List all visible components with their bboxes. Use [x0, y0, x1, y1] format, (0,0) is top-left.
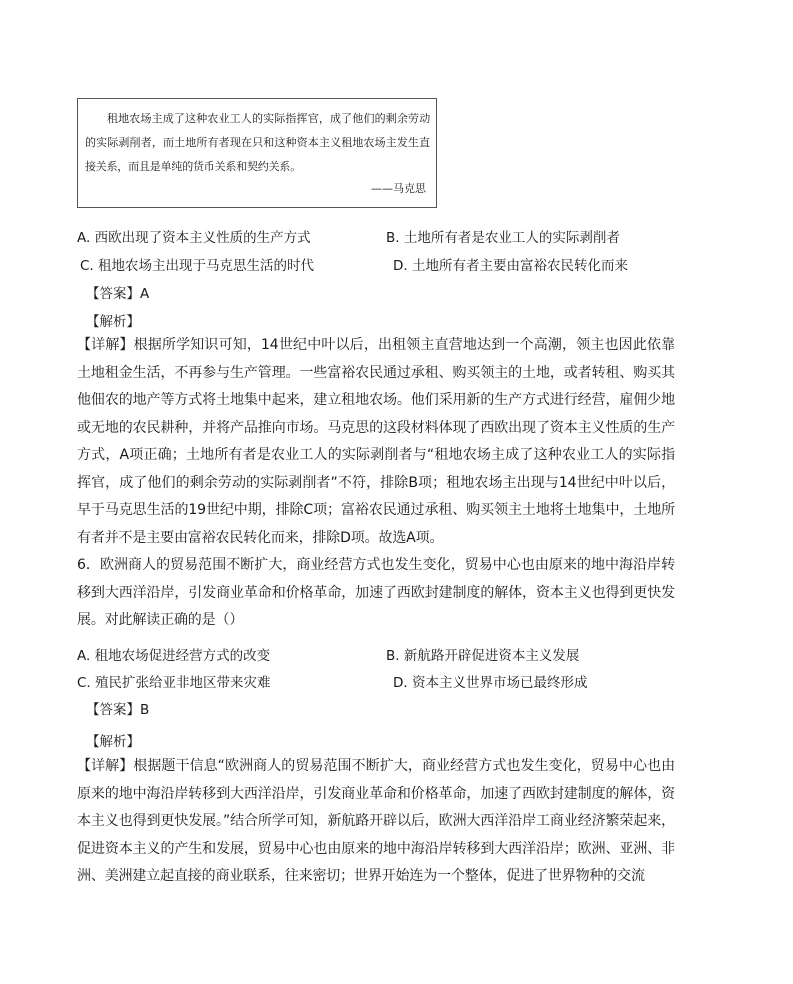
q6-stem: 6．欧洲商人的贸易范围不断扩大，商业经营方式也发生变化，贸易中心也由原来的地中海沿岸转移到大西洋沿岸，引发商业革命和价格革命，加速了西欧封建制度的解体，资本主义也得到更快发展。对此解读正确的是（） — [77, 557, 675, 628]
q6-option-a: A. 租地农场促进经营方式的改变 — [77, 648, 271, 664]
q5-option-a: A. 西欧出现了资本主义性质的生产方式 — [77, 230, 311, 246]
q6-option-b: B. 新航路开辟促进资本主义发展 — [386, 648, 580, 664]
q5-option-c: C. 租地农场主出现于马克思生活的时代 — [80, 258, 315, 274]
q6-answer: 【答案】B — [86, 702, 150, 718]
q5-answer: 【答案】A — [86, 286, 150, 302]
quote-text: 租地农场主成了这种农业工人的实际指挥官，成了他们的剩余劳动的实际剥削者，而土地所有者现在只和这种资本主义租地农场主发生直接关系，而且是单纯的货币关系和契约关系。 — [85, 112, 430, 173]
quote-box — [77, 98, 437, 208]
q6-option-c: C. 殖民扩张给亚非地区带来灾难 — [77, 675, 271, 691]
q6-analysis-label: 【解析】 — [86, 734, 140, 750]
quote-source: ——马克思 — [371, 182, 426, 195]
q5-detail: 【详解】根据所学知识可知，14世纪中叶以后，出租领主直营地达到一个高潮，领主也因此依靠土地租金生活，不再参与生产管理。一些富裕农民通过承租、购买领主的土地，或者转租、购买其他佃农的地产等方式将土地集中起来，建立租地农场。他们采用新的生产方式进行经营，雇佣少地或无地的农民耕种，并将产品推向市场。马克思的这段材料体现了西欧出现了资本主义性质的生产方式，A项正确；土地所有者是农业工人的实际剥削者与“租地农场主成了这种农业工人的实际指挥官，成了他们的剩余劳动的实际剥削者”不符，排除B项；租地农场主出现与14世纪中叶以后，早于马克思生活的19世纪中期，排除C项；富裕农民通过承租、购买领主土地将土地集中，土地所有者并不是主要由富裕农民转化而来，排除D项。故选A项。 — [77, 337, 675, 546]
q5-analysis-label: 【解析】 — [86, 314, 140, 330]
q5-option-d: D. 土地所有者主要由富裕农民转化而来 — [393, 258, 628, 274]
q5-option-b: B. 土地所有者是农业工人的实际剥削者 — [386, 230, 620, 246]
q6-option-d: D. 资本主义世界市场已最终形成 — [393, 675, 588, 691]
q6-detail: 【详解】根据题干信息“欧洲商人的贸易范围不断扩大，商业经营方式也发生变化，贸易中心也由原来的地中海沿岸转移到大西洋沿岸，引发商业革命和价格革命，加速了西欧封建制度的解体，资本主义也得到更快发展。”结合所学可知，新航路开辟以后，欧洲大西洋沿岸工商业经济繁荣起来，促进资本主义的产生和发展，贸易中心也由原来的地中海沿岸转移到大西洋沿岸；欧洲、亚洲、非洲、美洲建立起直接的商业联系，往来密切；世界开始连为一个整体，促进了世界物种的交流 — [77, 758, 675, 884]
